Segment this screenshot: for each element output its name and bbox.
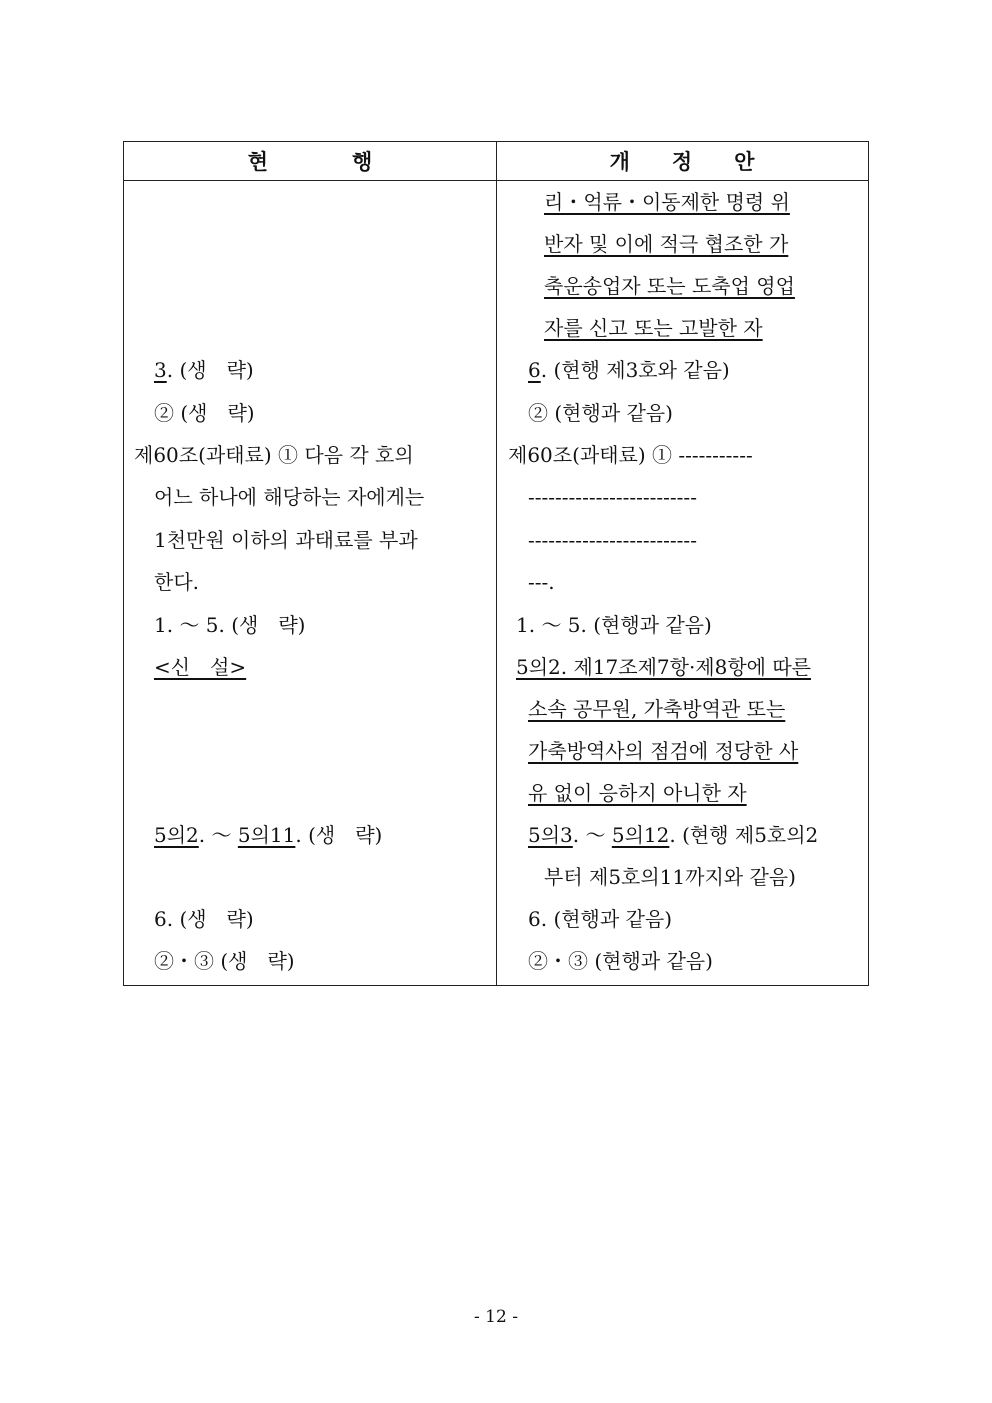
right-row: ------------------------- [528, 528, 697, 552]
right-row: 가축방역사의 점검에 정당한 사 [528, 739, 799, 763]
comparison-table [123, 141, 869, 986]
left-row: <신 설> [154, 655, 247, 679]
left-row: 제60조(과태료) ① 다음 각 호의 [134, 443, 414, 467]
header-amendment: 개 정 안 [496, 142, 868, 181]
left-row: ②・③ (생 략) [154, 949, 295, 973]
column-divider [496, 142, 497, 985]
right-row: 유 없이 응하지 아니한 자 [528, 781, 747, 805]
right-row: 리・억류・이동제한 명령 위 [544, 190, 790, 214]
left-row: 어느 하나에 해당하는 자에게는 [154, 485, 425, 509]
page-number: - 12 - [474, 1307, 518, 1327]
left-row: 1. ～ 5. (생 략) [154, 613, 306, 637]
right-row: 5의2. 제17조제7항·제8항에 따른 [516, 655, 811, 679]
right-row: 1. ～ 5. (현행과 같음) [516, 613, 712, 637]
right-row: 제60조(과태료) ① ----------- [508, 443, 753, 467]
right-row: ②・③ (현행과 같음) [528, 949, 713, 973]
left-row: 3. (생 략) [154, 358, 254, 382]
left-row: 5의2. ～ 5의11. (생 략) [154, 823, 383, 847]
right-row: 소속 공무원, 가축방역관 또는 [528, 697, 786, 721]
header-current: 현 행 [124, 142, 496, 181]
left-row: 1천만원 이하의 과태료를 부과 [154, 528, 418, 552]
right-row: 축운송업자 또는 도축업 영업 [544, 274, 795, 298]
right-row: 6. (현행과 같음) [528, 907, 673, 931]
left-row: 한다. [154, 570, 199, 594]
right-row: ------------------------- [528, 485, 697, 509]
right-row: 반자 및 이에 적극 협조한 가 [544, 232, 789, 256]
right-row: 6. (현행 제3호와 같음) [528, 358, 730, 382]
right-row: 자를 신고 또는 고발한 자 [544, 316, 763, 340]
left-row: 6. (생 략) [154, 907, 254, 931]
right-row: ---. [528, 570, 555, 594]
right-row: 5의3. ～ 5의12. (현행 제5호의2 [528, 823, 819, 847]
right-row: ② (현행과 같음) [528, 401, 673, 425]
left-row: ② (생 략) [154, 401, 255, 425]
right-row: 부터 제5호의11까지와 같음) [544, 865, 796, 889]
